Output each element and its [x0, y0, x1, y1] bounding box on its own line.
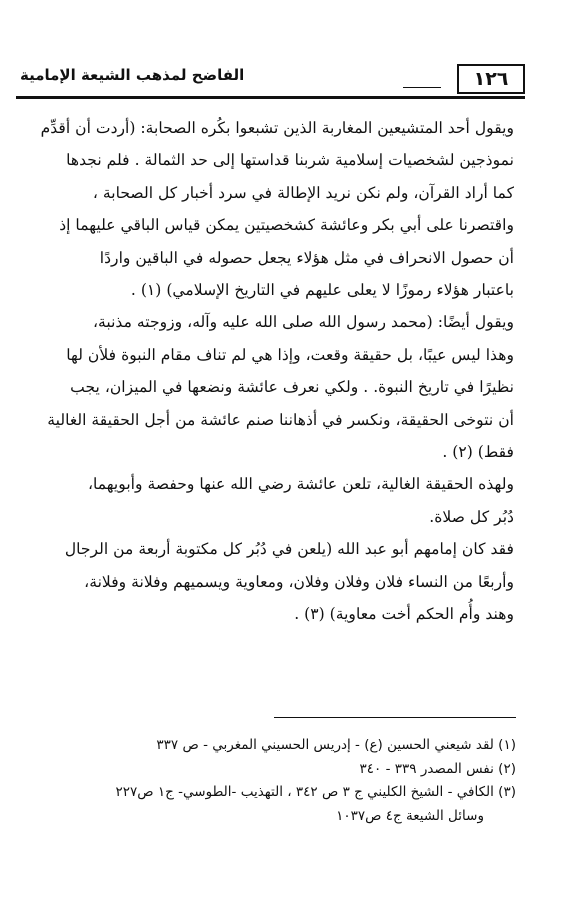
paragraph-1	[18, 112, 514, 306]
paragraph-2	[18, 306, 514, 468]
text-line: وهند وأُم الحكم أخت معاوية) (٣) .	[294, 605, 514, 624]
text-line: باعتبار هؤلاء رموزًا لا يعلى عليهم في التاريخ الإسلامي) (١) .	[130, 281, 514, 300]
header-rule	[16, 96, 525, 99]
text-line: أن حصول الانحراف في مثل هؤلاء يجعل حصوله في الباقين واردًا	[99, 248, 514, 267]
footnote-1: (١) لقد شيعني الحسين (ع) - إدريس الحسيني المغربي - ص ٣٣٧	[156, 737, 516, 753]
page-number: ١٢٦	[457, 64, 525, 94]
text-line: كما أراد القرآن، ولم نكن نريد الإطالة في سرد أخبار كل الصحابة ،	[92, 183, 514, 202]
main-text	[18, 112, 514, 631]
text-line: ويقول أيضًا: (محمد رسول الله صلى الله عليه وآله، وزوجته مذنبة،	[92, 313, 514, 332]
text-line: ولهذه الحقيقة الغالية، تلعن عائشة رضي الله عنها وحفصة وأبويهما،	[87, 475, 514, 494]
text-line: دُبُر كل صلاة.	[429, 507, 514, 526]
text-line: فقد كان إمامهم أبو عبد الله (يلعن في دُبُر كل مكتوبة أربعة من الرجال	[64, 540, 514, 559]
book-title: الفاضح لمذهب الشيعة الإمامية	[20, 66, 245, 84]
text-line: وأربعًا من النساء فلان وفلان وفلان، ومعاوية ويسميهم وفلانة وفلانة،	[84, 572, 514, 591]
footnote-3: (٣) الكافي - الشيخ الكليني ج ٣ ص ٣٤٢ ، التهذيب -الطوسي- ج١ ص٢٢٧	[115, 784, 516, 800]
paragraph-4	[18, 533, 514, 630]
footnotes	[16, 734, 516, 828]
running-header	[0, 60, 571, 104]
text-line: نموذجين لشخصيات إسلامية شربنا قداستها إلى حد الثمالة . فلم نجدها	[66, 151, 514, 170]
text-line: ويقول أحد المتشيعين المغاربة الذين تشبعوا بكُره الصحابة: (أردت أن أقدِّم	[40, 119, 514, 137]
paragraph-3	[18, 468, 514, 533]
text-line: نظيرًا في تاريخ النبوة. . ولكي نعرف عائشة ونضعها في الميزان، يجب	[70, 378, 514, 397]
footnote-3-continuation: وسائل الشيعة ج٤ ص١٠٣٧	[336, 807, 484, 824]
header-short-rule	[403, 87, 441, 88]
text-line: فقط) (٢) .	[442, 443, 514, 462]
text-line: واقتصرنا على أبي بكر وعائشة كشخصيتين يمكن قياس الباقي عليهما إذ	[59, 216, 514, 235]
text-line: أن نتوخى الحقيقة، ونكسر في أذهاننا صنم عائشة من أجل الحقيقة الغالية	[47, 410, 514, 429]
footnote-separator	[274, 717, 516, 718]
text-line: وهذا ليس عيبًا، بل حقيقة وقعت، وإذا هي لم تناف مقام النبوة فلأن لها	[66, 345, 514, 364]
footnote-2: (٢) نفس المصدر ٣٣٩ - ٣٤٠	[359, 760, 516, 777]
